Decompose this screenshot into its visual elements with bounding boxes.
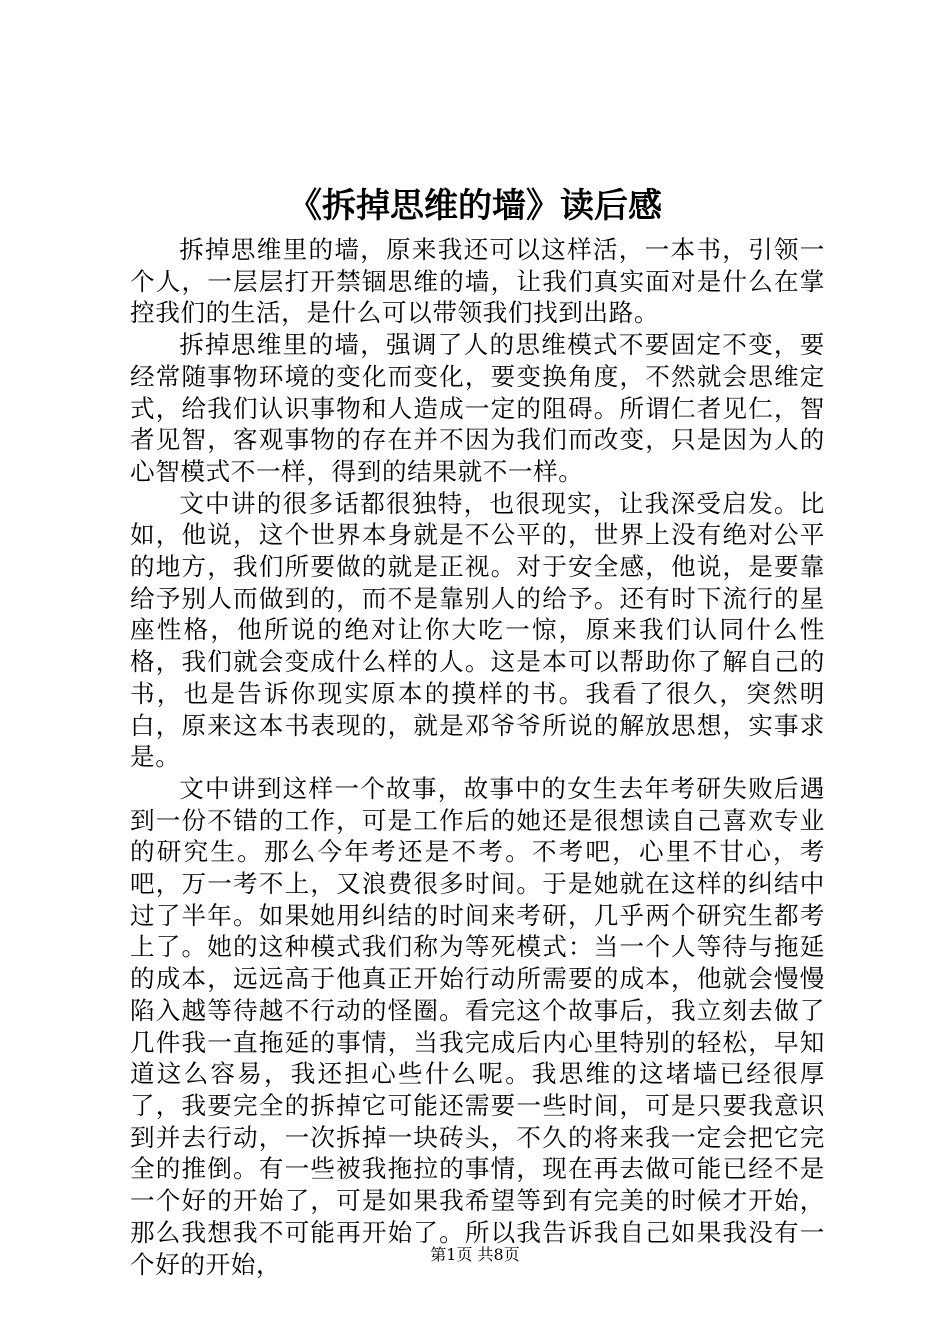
page-footer: 第1页 共8页	[430, 1245, 520, 1264]
paragraph: 拆掉思维里的墙，强调了人的思维模式不要固定不变，要经常随事物环境的变化而变化，要变换角度，不然就会思维定式，给我们认识事物和人造成一定的阻碍。所谓仁者见仁，智者见智，客观事物的存在并不因为我们而改变，只是因为人的心智模式不一样，得到的结果就不一样。	[130, 330, 825, 486]
paragraph: 文中讲的很多话都很独特，也很现实，让我深受启发。比如，他说，这个世界本身就是不公平的，世界上没有绝对公平的地方，我们所要做的就是正视。对于安全感，他说，是要靠给予别人而做到的，而不是靠别人的给予。还有时下流行的星座性格，他所说的绝对让你大吃一惊，原来我们认同什么性格，我们就会变成什么样的人。这是本可以帮助你了解自己的书，也是告诉你现实原本的摸样的书。我看了很久，突然明白，原来这本书表现的，就是邓爷爷所说的解放思想，实事求是。	[130, 488, 825, 772]
paragraph: 文中讲到这样一个故事，故事中的女生去年考研失败后遇到一份不错的工作，可是工作后的她还是很想读自己喜欢专业的研究生。那么今年考还是不考。不考吧，心里不甘心，考吧，万一考不上，又浪费很多时间。于是她就在这样的纠结中过了半年。如果她用纠结的时间来考研，几乎两个研究生都考上了。她的这种模式我们称为等死模式：当一个人等待与拖延的成本，远远高于他真正开始行动所需要的成本，他就会慢慢陷入越等待越不行动的怪圈。看完这个故事后，我立刻去做了几件我一直拖延的事情，当我完成后内心里特别的轻松，早知道这么容易，我还担心些什么呢。我思维的这堵墙已经很厚了，我要完全的拆掉它可能还需要一些时间，可是只要我意识到并去行动，一次拆掉一块砖头，不久的将来我一定会把它完全的推倒。有一些被我拖拉的事情，现在再去做可能已经不是一个好的开始了，可是如果我希望等到有完美的时候才开始，那么我想我不可能再开始了。所以我告诉我自己如果我没有一个好的开始，	[130, 773, 825, 1279]
document-body	[130, 234, 825, 1280]
paragraph: 拆掉思维里的墙，原来我还可以这样活，一本书，引领一个人，一层层打开禁锢思维的墙，让我们真实面对是什么在掌控我们的生活，是什么可以带领我们找到出路。	[130, 235, 825, 328]
document-title: 《拆掉思维的墙》读后感	[288, 186, 662, 226]
